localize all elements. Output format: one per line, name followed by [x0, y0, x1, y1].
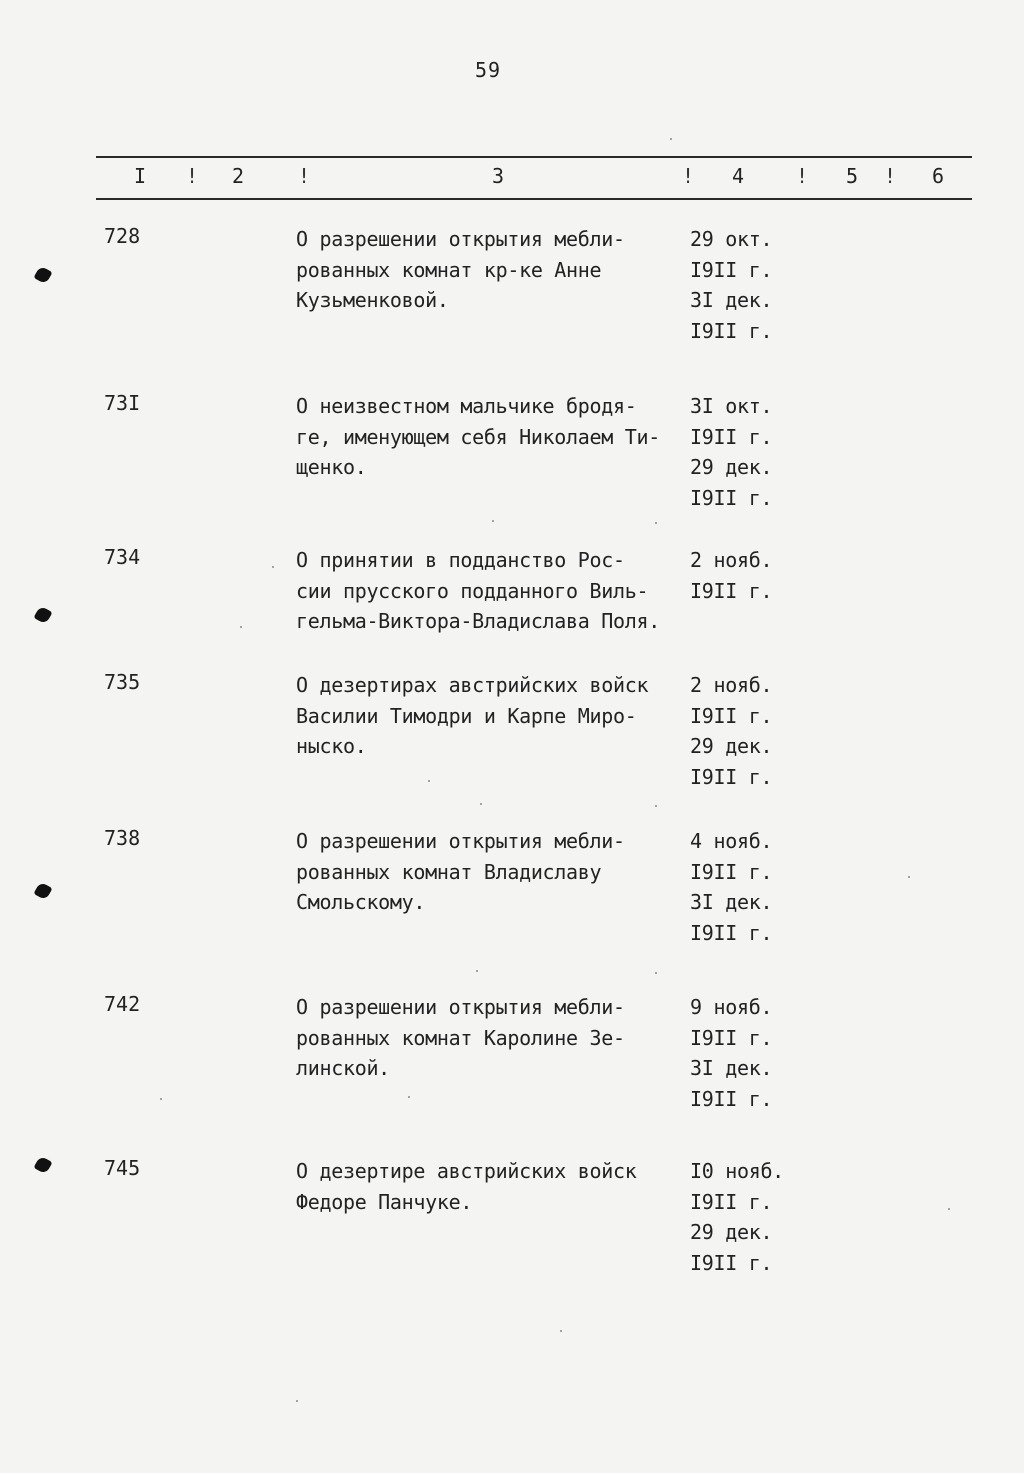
header-col-6: 6: [932, 164, 945, 188]
scan-speck: [655, 522, 657, 524]
table-top-rule: [96, 156, 972, 158]
scan-speck: [492, 520, 494, 522]
record-title: О разрешении открытия мебли- рованных комнат кр-ке Анне Кузьменковой.: [296, 227, 625, 312]
header-col-1: I: [134, 164, 147, 188]
scan-speck: [560, 1330, 562, 1332]
record-number: 728: [104, 224, 141, 248]
record-number: 734: [104, 545, 141, 569]
header-col-2: 2: [232, 164, 245, 188]
record-number: 742: [104, 992, 141, 1016]
record-number: 738: [104, 826, 141, 850]
record-title: О дезертирах австрийских войск Василии Тимодри и Карпе Миро- ныско.: [296, 673, 649, 758]
record-title: О принятии в подданство Рос- сии прусского подданного Виль- гельма-Виктора-Владислава Поля.: [296, 548, 660, 633]
scan-speck: [428, 780, 430, 782]
record-dates: 3I окт. I9II г. 29 дек. I9II г.: [690, 394, 773, 510]
record-dates: 2 нояб. I9II г.: [690, 548, 773, 603]
scan-speck: [670, 138, 672, 140]
record-title: О дезертире австрийских войск Федоре Панчуке.: [296, 1159, 637, 1214]
record-dates: 29 окт. I9II г. 3I дек. I9II г.: [690, 227, 773, 343]
record-dates: I0 нояб. I9II г. 29 дек. I9II г.: [690, 1159, 784, 1275]
scan-speck: [655, 972, 657, 974]
scan-speck: [948, 1208, 950, 1210]
header-col-3: 3: [492, 164, 505, 188]
header-col-5: 5: [846, 164, 859, 188]
record-dates: 2 нояб. I9II г. 29 дек. I9II г.: [690, 673, 773, 789]
record-number: 735: [104, 670, 141, 694]
scan-speck: [480, 803, 482, 805]
record-title: О разрешении открытия мебли- рованных комнат Владиславу Смольскому.: [296, 829, 625, 914]
scan-speck: [655, 805, 657, 807]
binding-hole-mark: [33, 265, 52, 284]
scan-speck: [408, 1096, 410, 1098]
binding-hole-mark: [33, 881, 52, 900]
scan-speck: [272, 566, 274, 568]
header-separator: !: [298, 164, 311, 188]
record-dates: 4 нояб. I9II г. 3I дек. I9II г.: [690, 829, 773, 945]
scan-speck: [296, 1400, 298, 1402]
page-number: 59: [474, 58, 502, 82]
binding-hole-mark: [33, 1155, 52, 1174]
record-dates: 9 нояб. I9II г. 3I дек. I9II г.: [690, 995, 773, 1111]
record-number: 745: [104, 1156, 141, 1180]
record-number: 73I: [104, 391, 141, 415]
record-title: О разрешении открытия мебли- рованных комнат Каролине Зе- линской.: [296, 995, 625, 1080]
header-separator: !: [884, 164, 897, 188]
table-header-rule: [96, 198, 972, 200]
binding-hole-mark: [33, 605, 52, 624]
scan-speck: [160, 1098, 162, 1100]
header-separator: !: [796, 164, 809, 188]
header-separator: !: [186, 164, 199, 188]
scan-speck: [476, 970, 478, 972]
scan-speck: [240, 626, 242, 628]
scan-speck: [908, 876, 910, 878]
header-separator: !: [682, 164, 695, 188]
table-header: [0, 164, 1024, 192]
record-title: О неизвестном мальчике бродя- ге, именующем себя Николаем Ти- щенко.: [296, 394, 660, 479]
header-col-4: 4: [732, 164, 745, 188]
